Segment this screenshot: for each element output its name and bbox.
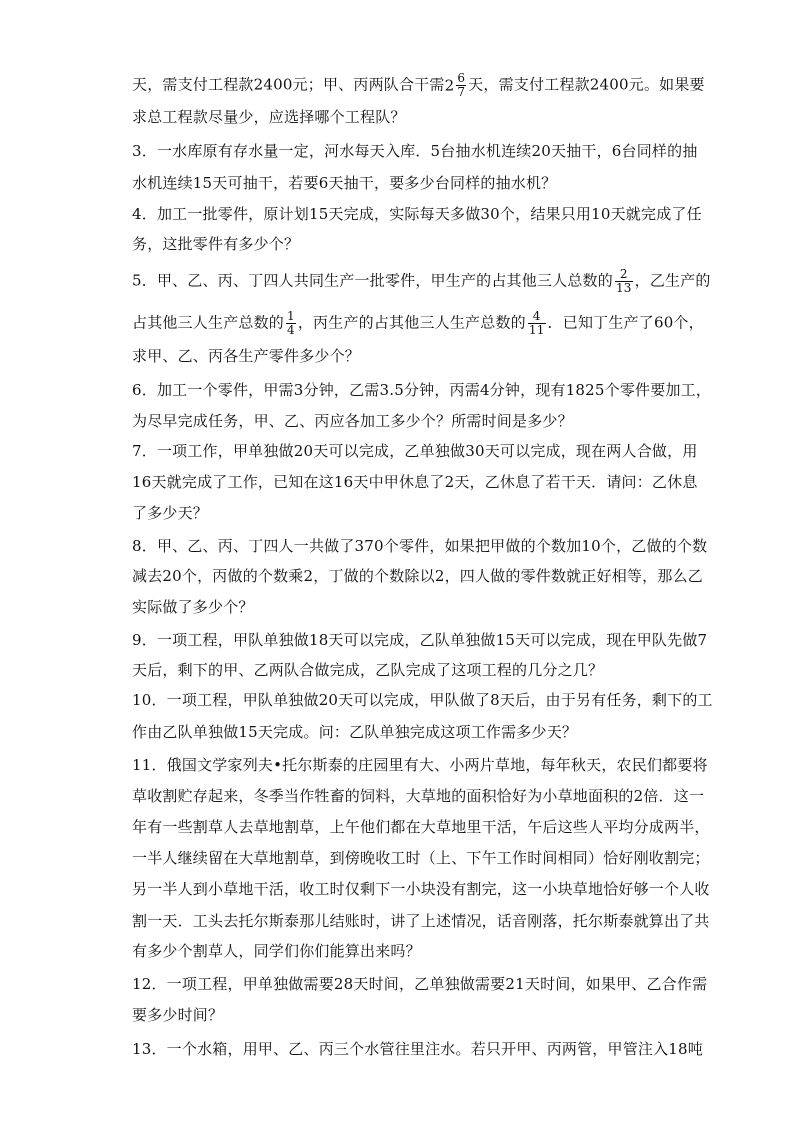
text-line: 草收割贮存起来，冬季当作牲畜的饲料，大草地的面积恰好为小草地面积的2倍．这一 xyxy=(132,787,705,805)
text-line: 求甲、乙、丙各生产零件多少个？ xyxy=(132,347,361,365)
line-segment: ，丙生产的占其他三人生产总数的 xyxy=(297,313,526,332)
text-line: 天后，剩下的甲、乙两队合做完成，乙队完成了这项工程的几分之几？ xyxy=(132,661,604,679)
text-line: 6．加工一个零件，甲需3分钟，乙需3.5分钟，丙需4分钟，现有1825个零件要加工， xyxy=(132,381,712,399)
line-segment: ，乙生产的 xyxy=(634,271,711,290)
fraction-denominator: 13 xyxy=(615,281,632,295)
mixed-fraction xyxy=(445,72,469,99)
line-segment: ．已知丁生产了60个， xyxy=(547,313,704,332)
text-line: 作由乙队单独做15天完成。问：乙队单独完成这项工作需多少天？ xyxy=(132,723,578,741)
text-line: 9．一项工程，甲队单独做18天可以完成，乙队单独做15天可以完成，现在甲队先做7 xyxy=(132,631,708,649)
text-line: 有多少个割草人，同学们你们能算出来吗？ xyxy=(132,942,421,960)
fraction xyxy=(615,268,633,295)
text-line: 4．加工一批零件，原计划15天完成，实际每天多做30个，结果只用10天就完成了任 xyxy=(132,205,702,223)
text-line: 水机连续15天可抽干，若要6天抽干，要多少台同样的抽水机？ xyxy=(132,174,557,192)
text-line: 年有一些割草人去草地割草，上午他们都在大草地里干活，午后这些人平均分成两半， xyxy=(132,818,710,836)
line-segment: 占其他三人生产总数的 xyxy=(132,313,285,332)
text-line: 实际做了多少个？ xyxy=(132,598,254,616)
fraction xyxy=(286,310,296,337)
text-line: 割一天．工头去托尔斯泰那儿结账时，讲了上述情况，话音刚落，托尔斯泰就算出了共 xyxy=(132,912,710,930)
text-line: 16天就完成了工作，已知在这16天中甲休息了2天，乙休息了若干天．请问：乙休息 xyxy=(132,473,698,491)
text-line: 了多少天？ xyxy=(132,504,209,522)
text-line xyxy=(132,267,711,295)
line-segment: 天，需支付工程款2400元。如果要 xyxy=(468,75,705,94)
text-line: 13．一个水箱，用甲、乙、丙三个水管往里注水。若只开甲、丙两管，甲管注入18吨 xyxy=(132,1040,703,1058)
fraction-numerator: 2 xyxy=(615,268,633,282)
text-line: 7．一项工作，甲单独做20天可以完成，乙单独做30天可以完成，现在两人合做，用 xyxy=(132,442,698,460)
text-line: 求总工程款尽量少，应选择哪个工程队？ xyxy=(132,108,406,126)
text-line: 减去20个，丙做的个数乘2，丁做的个数除以2，四人做的零件数就正好相等，那么乙 xyxy=(132,567,703,585)
fraction xyxy=(456,72,466,99)
text-line: 8．甲、乙、丙、丁四人一共做了370个零件，如果把甲做的个数加10个，乙做的个数 xyxy=(132,537,708,555)
line-segment: 5．甲、乙、丙、丁四人共同生产一批零件，甲生产的占其他三人总数的 xyxy=(132,271,613,290)
fraction-denominator: 4 xyxy=(287,323,295,337)
text-line: 12．一项工程，甲单独做需要28天时间，乙单独做需要21天时间，如果甲、乙合作需 xyxy=(132,975,708,993)
fraction xyxy=(528,310,546,337)
text-line: 3．一水库原有存水量一定，河水每天入库．5台抽水机连续20天抽干，6台同样的抽 xyxy=(132,142,698,160)
text-line: 为尽早完成任务，甲、乙、丙应各加工多少个？所需时间是多少？ xyxy=(132,412,573,430)
fraction-denominator: 11 xyxy=(528,323,545,337)
text-line: 一半人继续留在大草地割草，到傍晚收工时（上、下午工作时间相同）恰好刚收割完； xyxy=(132,849,710,867)
text-line: 务，这批零件有多少个？ xyxy=(132,235,300,253)
line-segment: 天，需支付工程款2400元；甲、丙两队合干需 xyxy=(132,75,445,94)
text-line: 要多少时间？ xyxy=(132,1006,224,1024)
fraction-numerator: 6 xyxy=(457,71,466,85)
text-line: 另一半人到小草地干活，收工时仅剩下一小块没有割完，这一小块草地恰好够一个人收 xyxy=(132,880,710,898)
fraction-whole: 2 xyxy=(444,76,455,95)
fraction-numerator: 1 xyxy=(287,309,295,323)
text-line xyxy=(132,309,704,337)
text-line: 10．一项工程，甲队单独做20天可以完成，甲队做了8天后，由于另有任务，剩下的工 xyxy=(132,691,713,709)
fraction-denominator: 7 xyxy=(457,85,466,99)
fraction-numerator: 4 xyxy=(528,310,546,324)
text-line xyxy=(132,71,705,99)
text-line: 11．俄国文学家列夫•托尔斯泰的庄园里有大、小两片草地，每年秋天，农民们都要将 xyxy=(132,756,708,774)
